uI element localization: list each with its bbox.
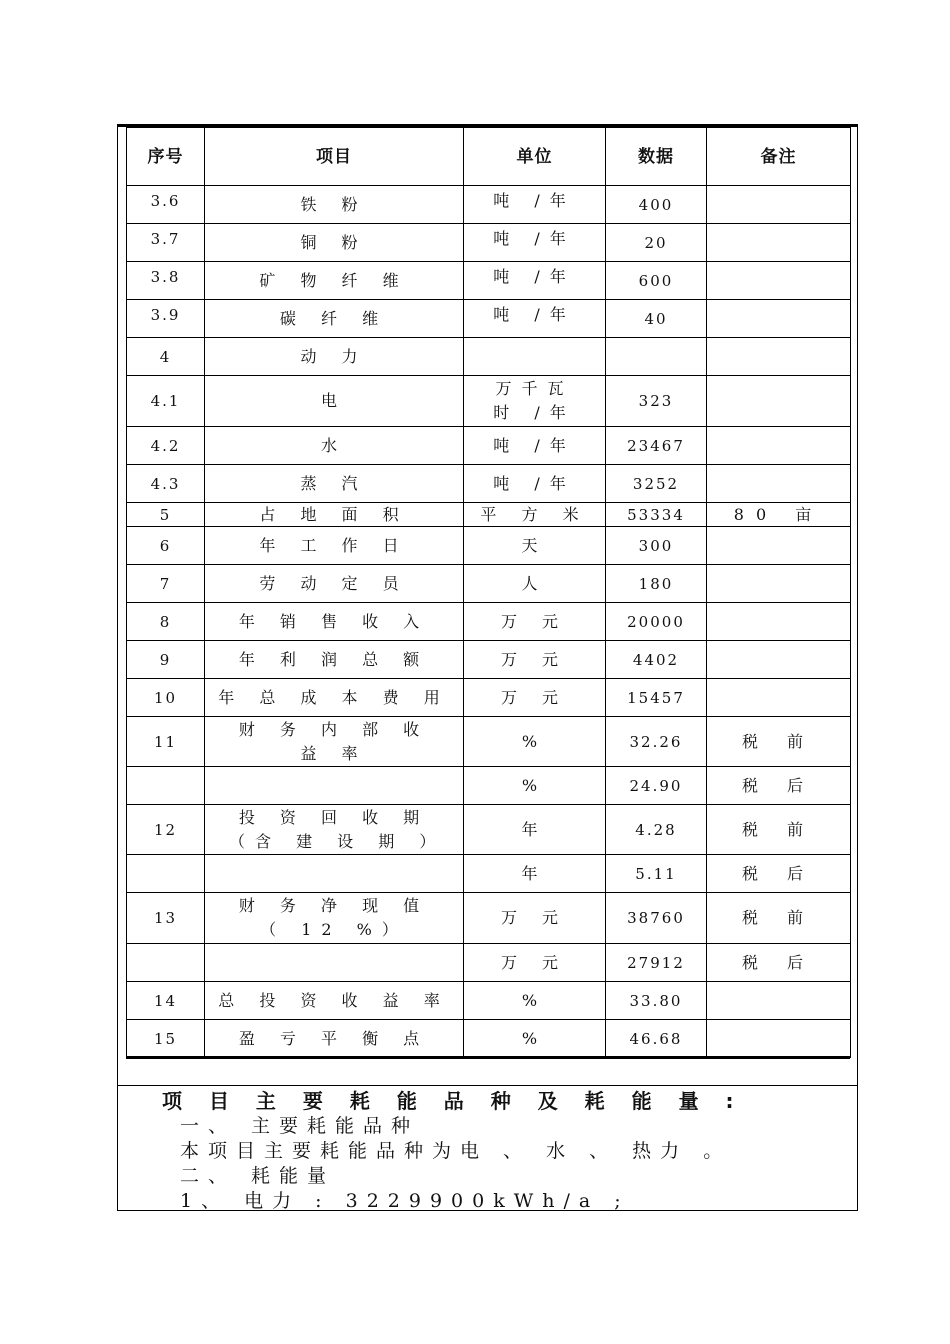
table-row xyxy=(127,224,851,262)
cell-item: 电 xyxy=(205,376,464,427)
cell-seq: 11 xyxy=(127,717,205,767)
section-divider xyxy=(117,1085,858,1086)
cell-unit: % xyxy=(464,767,606,805)
cell-seq: 12 xyxy=(127,805,205,855)
cell-unit: 吨 /年 xyxy=(464,224,606,262)
table-row xyxy=(127,503,851,527)
cell-seq: 3.7 xyxy=(127,224,205,262)
cell-item: 年 总 成 本 费 用 xyxy=(205,679,464,717)
cell-unit: 吨 /年 xyxy=(464,262,606,300)
cell-seq: 4.2 xyxy=(127,427,205,465)
cell-unit: % xyxy=(464,1020,606,1058)
cell-unit: 万千瓦时 /年 xyxy=(464,376,606,427)
table-bottom-rule xyxy=(126,1056,850,1059)
cell-seq: 8 xyxy=(127,603,205,641)
table-row xyxy=(127,717,851,767)
cell-item: 财 务 净 现 值 （ 12 %） xyxy=(205,893,464,944)
cell-note xyxy=(707,641,851,679)
cell-unit: 万 元 xyxy=(464,679,606,717)
table-row xyxy=(127,465,851,503)
cell-seq: 9 xyxy=(127,641,205,679)
cell-note xyxy=(707,603,851,641)
cell-seq: 14 xyxy=(127,982,205,1020)
cell-seq: 7 xyxy=(127,565,205,603)
cell-note xyxy=(707,679,851,717)
cell-note: 税 后 xyxy=(707,855,851,893)
cell-item: 碳 纤 维 xyxy=(205,300,464,338)
cell-value: 20000 xyxy=(606,603,707,641)
table-row xyxy=(127,376,851,427)
cell-note: 税 后 xyxy=(707,767,851,805)
cell-item xyxy=(205,767,464,805)
cell-note xyxy=(707,465,851,503)
cell-item: 矿 物 纤 维 xyxy=(205,262,464,300)
cell-note: 税 前 xyxy=(707,893,851,944)
table-row xyxy=(127,603,851,641)
cell-unit: 吨 /年 xyxy=(464,300,606,338)
cell-unit: 万 元 xyxy=(464,893,606,944)
header-item: 项目 xyxy=(205,128,464,186)
cell-seq: 3.6 xyxy=(127,186,205,224)
cell-unit: 年 xyxy=(464,805,606,855)
cell-value: 20 xyxy=(606,224,707,262)
cell-value: 46.68 xyxy=(606,1020,707,1058)
table-row xyxy=(127,527,851,565)
cell-note: 80 亩 xyxy=(707,503,851,527)
cell-item: 动 力 xyxy=(205,338,464,376)
cell-unit xyxy=(464,338,606,376)
cell-unit: 万 元 xyxy=(464,641,606,679)
cell-item: 年 销 售 收 入 xyxy=(205,603,464,641)
cell-value: 323 xyxy=(606,376,707,427)
table-row xyxy=(127,338,851,376)
table-row xyxy=(127,641,851,679)
cell-note xyxy=(707,376,851,427)
cell-unit: 吨 /年 xyxy=(464,427,606,465)
cell-value: 4402 xyxy=(606,641,707,679)
cell-value: 600 xyxy=(606,262,707,300)
cell-note xyxy=(707,186,851,224)
cell-note xyxy=(707,262,851,300)
cell-note: 税 前 xyxy=(707,805,851,855)
header-unit: 单位 xyxy=(464,128,606,186)
cell-item: 铜 粉 xyxy=(205,224,464,262)
cell-value: 4.28 xyxy=(606,805,707,855)
cell-item: 劳 动 定 员 xyxy=(205,565,464,603)
cell-note xyxy=(707,427,851,465)
cell-seq: 6 xyxy=(127,527,205,565)
cell-unit: 人 xyxy=(464,565,606,603)
cell-value: 180 xyxy=(606,565,707,603)
header-seq: 序号 xyxy=(127,128,205,186)
energy-line: 一、 主要耗能品种 xyxy=(180,1115,420,1137)
cell-item: 总 投 资 收 益 率 xyxy=(205,982,464,1020)
energy-title: 项 目 主 要 耗 能 品 种 及 耗 能 量 : xyxy=(162,1089,744,1113)
cell-item xyxy=(205,855,464,893)
table-row xyxy=(127,186,851,224)
table-row xyxy=(127,982,851,1020)
table-row xyxy=(127,855,851,893)
cell-unit: 万 元 xyxy=(464,944,606,982)
cell-value: 27912 xyxy=(606,944,707,982)
table-row xyxy=(127,1020,851,1058)
cell-note: 税 前 xyxy=(707,717,851,767)
cell-item: 蒸 汽 xyxy=(205,465,464,503)
table-row xyxy=(127,767,851,805)
cell-note xyxy=(707,300,851,338)
cell-note xyxy=(707,338,851,376)
cell-seq: 4 xyxy=(127,338,205,376)
cell-unit: 天 xyxy=(464,527,606,565)
cell-seq: 3.9 xyxy=(127,300,205,338)
cell-item: 水 xyxy=(205,427,464,465)
cell-note xyxy=(707,982,851,1020)
cell-item: 年 利 润 总 额 xyxy=(205,641,464,679)
cell-unit: 平 方 米 xyxy=(464,503,606,527)
data-table xyxy=(126,127,851,1058)
energy-line: 二、 耗能量 xyxy=(180,1165,336,1187)
cell-note xyxy=(707,1020,851,1058)
cell-seq xyxy=(127,767,205,805)
cell-value: 400 xyxy=(606,186,707,224)
cell-value: 32.26 xyxy=(606,717,707,767)
table-row xyxy=(127,679,851,717)
cell-item xyxy=(205,944,464,982)
cell-item: 年 工 作 日 xyxy=(205,527,464,565)
cell-item: 铁 粉 xyxy=(205,186,464,224)
cell-value: 24.90 xyxy=(606,767,707,805)
cell-value: 38760 xyxy=(606,893,707,944)
cell-note xyxy=(707,224,851,262)
header-note: 备注 xyxy=(707,128,851,186)
header-value: 数据 xyxy=(606,128,707,186)
table-row xyxy=(127,300,851,338)
cell-item: 投 资 回 收 期 （含 建 设 期 ） xyxy=(205,805,464,855)
table-row xyxy=(127,565,851,603)
cell-value: 40 xyxy=(606,300,707,338)
cell-note xyxy=(707,527,851,565)
energy-section xyxy=(162,1089,842,1214)
cell-unit: % xyxy=(464,982,606,1020)
cell-item: 盈 亏 平 衡 点 xyxy=(205,1020,464,1058)
cell-seq: 15 xyxy=(127,1020,205,1058)
cell-seq xyxy=(127,855,205,893)
cell-seq: 10 xyxy=(127,679,205,717)
cell-unit: 吨 /年 xyxy=(464,186,606,224)
cell-note xyxy=(707,565,851,603)
cell-item: 占 地 面 积 xyxy=(205,503,464,527)
cell-value: 3252 xyxy=(606,465,707,503)
cell-value: 300 xyxy=(606,527,707,565)
table-row xyxy=(127,805,851,855)
cell-seq: 4.1 xyxy=(127,376,205,427)
energy-line: 本项目主要耗能品种为电 、 水 、 热力 。 xyxy=(180,1140,732,1162)
cell-item: 财 务 内 部 收 益 率 xyxy=(205,717,464,767)
cell-value: 5.11 xyxy=(606,855,707,893)
cell-seq: 4.3 xyxy=(127,465,205,503)
cell-seq xyxy=(127,944,205,982)
table-header-row xyxy=(127,128,851,186)
cell-unit: 万 元 xyxy=(464,603,606,641)
cell-value: 53334 xyxy=(606,503,707,527)
cell-seq: 13 xyxy=(127,893,205,944)
cell-seq: 5 xyxy=(127,503,205,527)
cell-value: 23467 xyxy=(606,427,707,465)
table-row xyxy=(127,262,851,300)
cell-unit: 年 xyxy=(464,855,606,893)
cell-value: 15457 xyxy=(606,679,707,717)
cell-value xyxy=(606,338,707,376)
table-row xyxy=(127,427,851,465)
energy-line: 1、 电力 : 3229900kWh/a ; xyxy=(180,1190,630,1212)
cell-seq: 3.8 xyxy=(127,262,205,300)
cell-unit: 吨 /年 xyxy=(464,465,606,503)
cell-note: 税 后 xyxy=(707,944,851,982)
cell-value: 33.80 xyxy=(606,982,707,1020)
table-row xyxy=(127,944,851,982)
table-row xyxy=(127,893,851,944)
cell-unit: % xyxy=(464,717,606,767)
